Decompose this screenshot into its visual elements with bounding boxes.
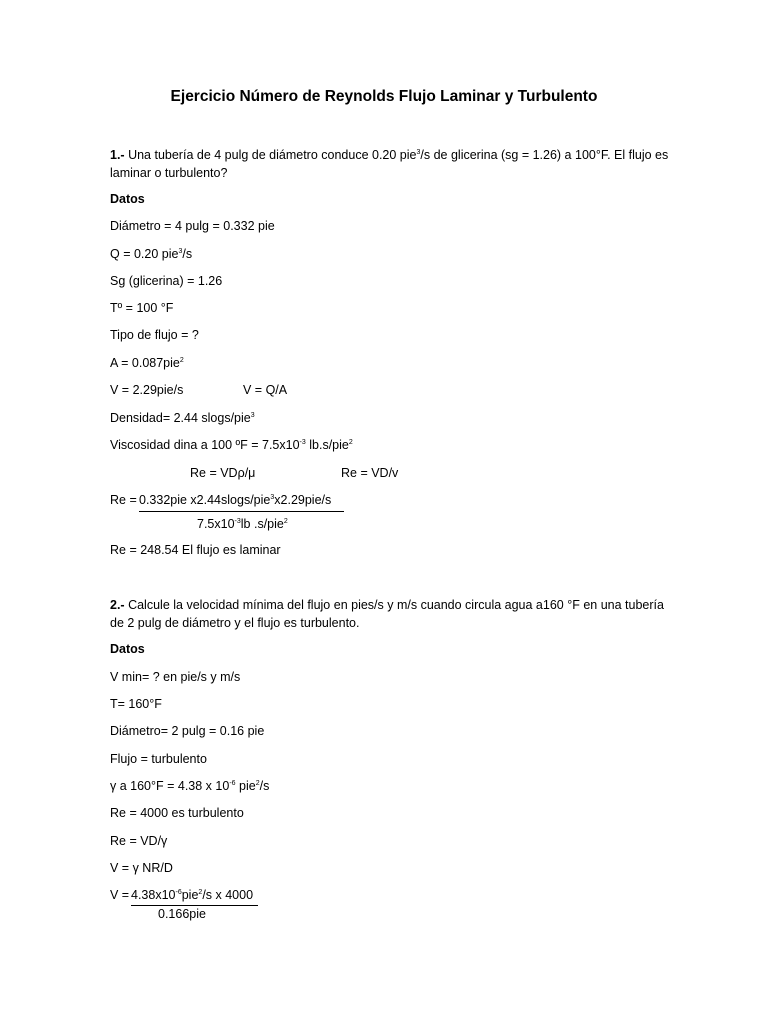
temperature-line: Tº = 100 °F xyxy=(110,301,174,315)
v-formula-line: V = γ NR/D xyxy=(110,861,173,875)
caudal-line: Q = 0.20 pie$^3$/s xyxy=(110,247,193,261)
density-line: Densidad= 2.44 slogs/pie$^3$ xyxy=(110,411,255,425)
reynolds-calc-lhs: Re = xyxy=(110,493,137,507)
datos-heading-1: Datos xyxy=(110,192,145,206)
fraction-bar-1 xyxy=(139,511,344,512)
reynolds-result: Re = 248.54 El flujo es laminar xyxy=(110,543,281,557)
tipo-flujo-line: Tipo de flujo = ? xyxy=(110,328,199,342)
velocity-line: V = 2.29pie/s xyxy=(110,383,184,397)
reynolds-calc-denominator: $7.5x10^{-3}lb$ .s/pie$^2$ xyxy=(197,517,288,531)
problem-1-statement: 1.- Una tubería de 4 pulg de diámetro conduce 0.20 pie$^3$/s de glicerina (sg = 1.26) a 100°F. El flujo es laminar o turbulento? xyxy=(110,148,669,180)
problem-2-statement: 2.- Calcule la velocidad mínima del flujo en pies/s y m/s cuando circula agua a160 °F en una tubería de 2 pulg de diámetro y el flujo es turbulento. xyxy=(110,598,664,630)
flujo-line: Flujo = turbulento xyxy=(110,752,207,766)
viscosity-line: Viscosidad dina a 100 ºF = $7.5x10^{-3}$ lb.s/pie$^2$ xyxy=(110,438,353,452)
diametro-2-line: Diámetro= 2 pulg = 0.16 pie xyxy=(110,724,265,738)
diametro-line: Diámetro = 4 pulg = 0.332 pie xyxy=(110,219,275,233)
kinematic-viscosity-line: γ a 160°F = 4.38 x $10^{-6}$ pie$^2$/s xyxy=(110,779,270,793)
vmin-line: V min= ? en pie/s y m/s xyxy=(110,670,241,684)
v-calc-numerator: $4.38x10^{-6}pie^2/s$ x 4000 xyxy=(131,888,254,902)
temperature-2-line: T= 160°F xyxy=(110,697,162,711)
sg-line: Sg (glicerina) = 1.26 xyxy=(110,274,223,288)
re-formula-line: Re = VD/γ xyxy=(110,834,168,848)
problem-1-number: 1.- xyxy=(110,148,125,162)
reynolds-formula-2: Re = VD/v xyxy=(341,466,399,480)
velocity-formula: V = Q/A xyxy=(243,383,288,397)
datos-heading-2: Datos xyxy=(110,642,145,656)
document-title: Ejercicio Número de Reynolds Flujo Laminar y Turbulento xyxy=(170,88,598,105)
v-calc-lhs: V = xyxy=(110,888,130,902)
reynolds-calc-numerator: 0.332pie x2.44slogs/pie$^3$x2.29pie/s xyxy=(139,493,332,507)
reynolds-formula-1: Re = VDρ/μ xyxy=(190,466,256,480)
re-4000-line: Re = 4000 es turbulento xyxy=(110,806,244,820)
v-calc-denominator: 0.166pie xyxy=(158,907,206,921)
area-line: A = 0.087pie$^2$ xyxy=(110,356,184,370)
problem-2-number: 2.- xyxy=(110,598,125,612)
